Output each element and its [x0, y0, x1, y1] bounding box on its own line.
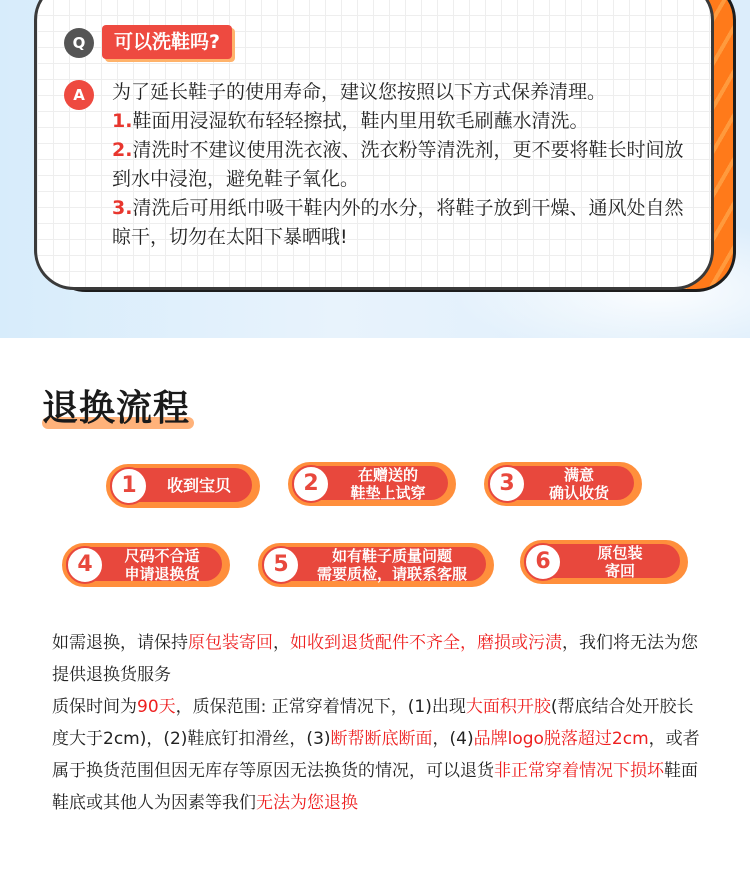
item-number: 3.: [112, 197, 133, 219]
step-line-1: 在赠送的: [357, 466, 418, 484]
step-number: 3: [488, 465, 526, 503]
step-label: [148, 477, 258, 495]
policy-paragraph-2: [52, 691, 702, 819]
policy-highlight: 原包装寄回: [188, 633, 273, 653]
step-line-1: 尺码不合适: [124, 547, 200, 565]
answer-badge: A: [64, 80, 94, 110]
step-5: [258, 543, 494, 587]
step-line-1: 如有鞋子质量问题: [331, 547, 452, 565]
step-line-2: 需要质检，请联系客服: [316, 565, 467, 583]
step-number: 2: [292, 465, 330, 503]
step-1: [106, 464, 260, 508]
step-number: 6: [524, 543, 562, 581]
step-6: [520, 540, 688, 584]
policy-text-segment: ，或者属于换货范围但因无库存等原因无法换货的情况，可以退货: [52, 729, 700, 781]
section-title-text: 退换流程: [42, 388, 191, 429]
step-line-1: 原包装: [597, 544, 643, 562]
step-number: 4: [66, 546, 104, 584]
step-number: 1: [110, 467, 148, 505]
step-line-1: 满意: [563, 466, 594, 484]
step-2: [288, 462, 456, 506]
policy-text-segment: ，质保范围: 正常穿着情况下，(1)出现: [175, 697, 466, 717]
policy-text-segment: ，我们将无法为您提供退换货服务: [52, 633, 698, 685]
policy-highlight: 如收到退货配件不齐全，磨损或污渍: [290, 633, 562, 653]
step-label: [300, 547, 492, 583]
item-text: 清洗后可用纸巾吸干鞋内外的水分，将鞋子放到干燥、通风处自然晾干，切勿在太阳下暴晒哦!: [112, 197, 684, 248]
section-title: [42, 380, 190, 431]
question-badge: Q: [64, 28, 94, 58]
item-number: 1.: [112, 110, 133, 132]
item-text: 鞋面用浸湿软布轻轻擦拭，鞋内里用软毛刷蘸水清洗。: [132, 110, 589, 132]
answer-item-3: [112, 194, 697, 252]
policy-text-segment: 如需退换，请保持: [52, 633, 188, 653]
answer-item-1: [112, 107, 697, 136]
step-label: [104, 547, 228, 583]
policy-highlight: 无法为您退换: [256, 793, 358, 813]
step-number: 5: [262, 546, 300, 584]
step-line-2: 鞋垫上试穿: [350, 484, 426, 502]
policy-highlight: 大面积开胶: [465, 697, 551, 717]
policy-text-segment: ，(4): [432, 729, 474, 749]
answer-text: [112, 78, 697, 252]
policy-highlight: 90天: [137, 697, 176, 717]
step-line-2: 确认收货: [548, 484, 609, 502]
step-line-2: 寄回: [604, 562, 635, 580]
policy-text-segment: (帮底结合处开胶长度大于2cm)，(2)鞋底钉扣滑丝，(3): [52, 697, 694, 749]
item-text: 清洗时不建议使用洗衣液、洗衣粉等清洗剂，更不要将鞋长时间放到水中浸泡，避免鞋子氧化。: [112, 139, 684, 190]
step-3: [484, 462, 642, 506]
step-label: [526, 466, 640, 502]
step-label: [330, 466, 454, 502]
policy-highlight: 非正常穿着情况下损坏: [494, 761, 664, 781]
step-line-2: 申请退换货: [124, 565, 200, 583]
step-4: [62, 543, 230, 587]
policy-paragraph-1: [52, 627, 702, 691]
item-number: 2.: [112, 139, 133, 161]
question-label: 可以洗鞋吗?: [102, 25, 232, 59]
policy-text: [52, 627, 702, 819]
policy-highlight: 断帮断底断面: [330, 729, 433, 749]
policy-text-segment: ，: [273, 633, 290, 653]
answer-intro: 为了延长鞋子的使用寿命，建议您按照以下方式保养清理。: [112, 81, 607, 103]
policy-text-segment: 质保时间为: [52, 697, 137, 717]
policy-text-segment: 鞋面鞋底或其他人为因素等我们: [52, 761, 698, 813]
step-line-1: 收到宝贝: [166, 476, 231, 495]
policy-highlight: 品牌logo脱落超过2cm: [473, 729, 649, 749]
step-label: [562, 544, 686, 580]
answer-item-2: [112, 136, 697, 194]
